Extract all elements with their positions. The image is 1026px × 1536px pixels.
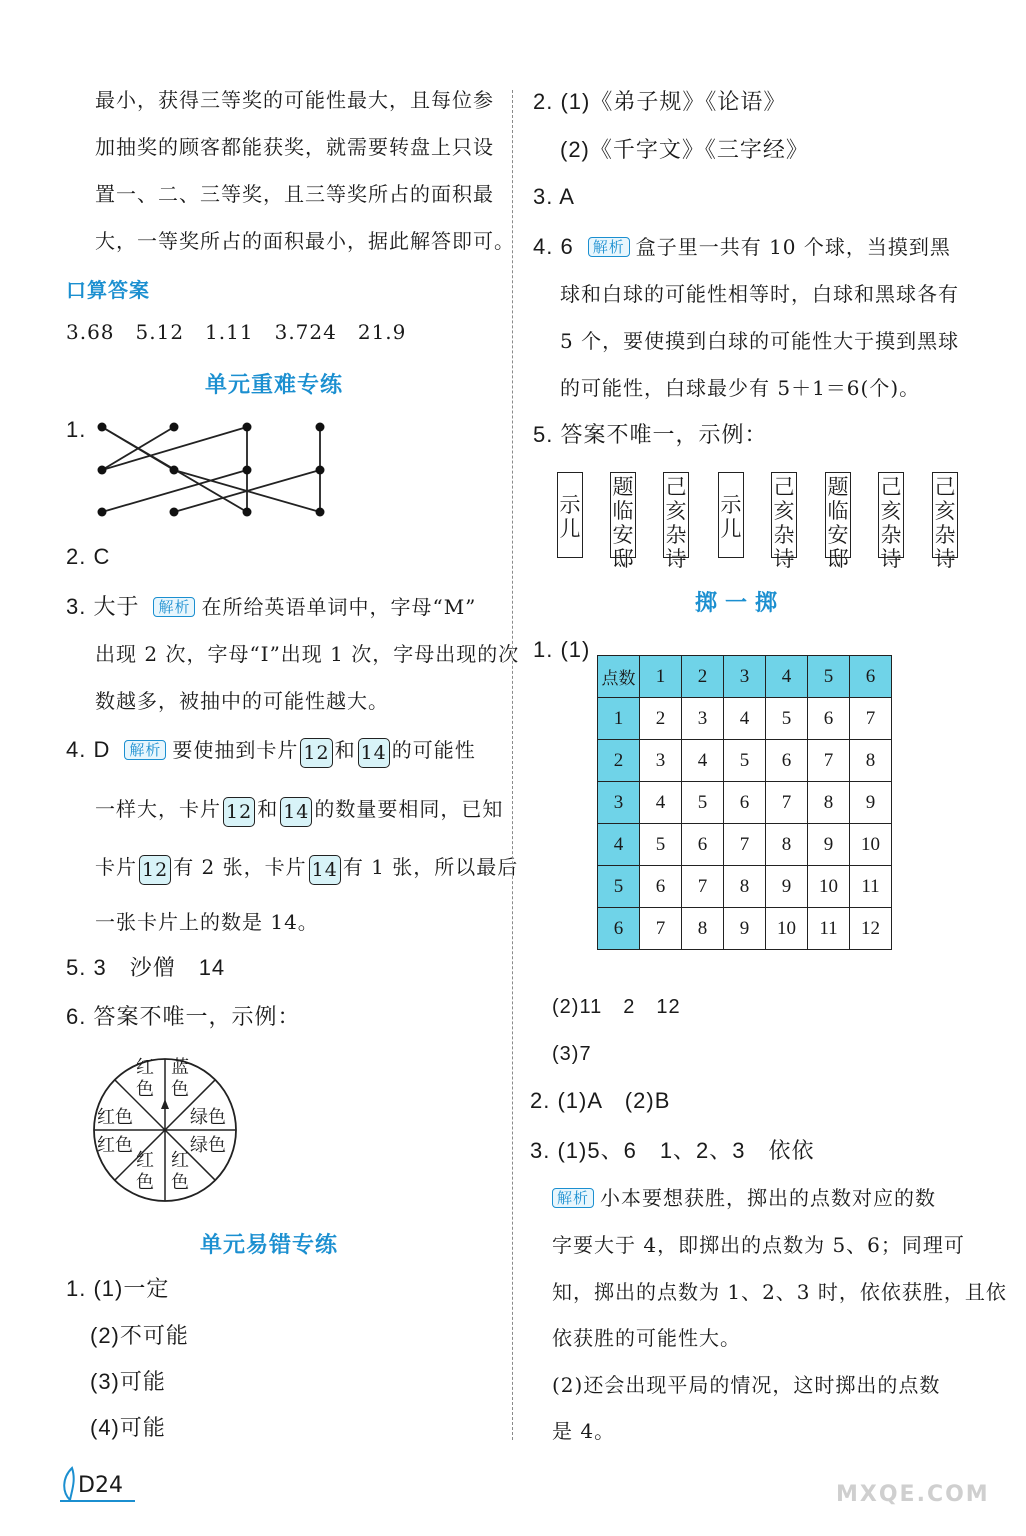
r4-answer: 4. 6 [533,234,574,259]
table-cell: 4 [640,782,682,824]
q3-line-2: 出现 2 次，字母“I”出现 1 次，字母出现的次 [95,642,520,666]
q4-line-1 [66,738,476,768]
analysis-badge: 解析 [552,1188,594,1208]
vertical-card-char: 诗 [773,547,795,571]
table-corner: 点数 [598,656,640,698]
vertical-card-char: 临 [827,499,849,523]
table-cell: 7 [640,908,682,950]
table-row-header: 3 [598,782,640,824]
r4-line-2: 球和白球的可能性相等时，白球和黑球各有 [560,282,959,306]
vertical-card-char: 杂 [934,523,956,547]
q4-text-2: 的可能性 [391,738,476,762]
table-cell: 7 [766,782,808,824]
oral-answers: 3.68 5.12 1.11 3.724 21.9 [66,320,407,344]
vertical-card-char: 示 [559,493,581,517]
q4-l3a: 卡片 [95,855,137,879]
dice-sum-table [597,655,892,950]
table-row-header: 4 [598,824,640,866]
q3-line-3: 数越多，被抽中的可能性越大。 [95,689,389,713]
t3-line-6: 是 4。 [552,1419,616,1443]
vertical-card-char: 安 [827,523,849,547]
vertical-card-char: 邸 [827,547,849,571]
unit-hard-heading: 单元重难专练 [205,373,344,398]
table-cell: 9 [724,908,766,950]
table-col-header: 5 [808,656,850,698]
t3-line-1 [552,1186,936,1210]
vertical-card-char: 杂 [773,523,795,547]
intro-line-2: 加抽奖的顾客都能获奖，就需要转盘上只设 [95,135,494,159]
spinner-label-6: 红色 [136,1150,154,1193]
table-cell: 8 [850,740,892,782]
table-col-header: 6 [850,656,892,698]
vertical-card-char: 己 [665,475,687,499]
table-row [598,866,892,908]
q3-answer: 3. 大于 [66,594,140,619]
table-cell: 6 [640,866,682,908]
table-row-header: 2 [598,740,640,782]
table-cell: 5 [724,740,766,782]
card-12: 12 [139,855,171,885]
vertical-card-char: 己 [773,475,795,499]
vertical-card-char: 题 [827,475,849,499]
table-cell: 5 [682,782,724,824]
r4-line-3: 5 个，要使摸到白球的可能性大于摸到黑球 [560,329,960,353]
r2-line-1: 2. (1)《弟子规》《论语》 [533,89,787,114]
table-col-header: 2 [682,656,724,698]
table-col-header: 4 [766,656,808,698]
page-number: D24 [78,1473,123,1498]
spinner-label-1: 红色 [136,1057,154,1100]
q4-and: 和 [257,797,279,821]
table-col-header: 3 [724,656,766,698]
watermark: MXQE.COM [836,1482,990,1507]
card-12: 12 [223,797,255,827]
vertical-card-8 [932,472,958,571]
throw-heading: 掷一掷 [695,591,786,616]
table-cell: 6 [808,698,850,740]
t2-answer: 2. (1)A (2)B [530,1088,671,1113]
card-14: 14 [358,738,390,768]
table-row-header: 1 [598,698,640,740]
table-cell: 11 [808,908,850,950]
vertical-card-4 [718,472,744,558]
q4-and: 和 [334,738,356,762]
table-cell: 3 [682,698,724,740]
page-number-underline [60,1500,135,1502]
vertical-card-6 [825,472,851,571]
table-row [598,908,892,950]
spinner-label-7: 红色 [97,1135,133,1156]
table-row-header: 5 [598,866,640,908]
table-row [598,782,892,824]
vertical-card-char: 亥 [880,499,902,523]
table-cell: 9 [850,782,892,824]
vertical-card-1 [557,472,583,558]
vertical-card-char: 诗 [880,547,902,571]
vertical-card-char: 示 [720,493,742,517]
spinner-label-2: 蓝色 [171,1057,189,1100]
table-cell: 7 [724,824,766,866]
vertical-card-2 [610,472,636,571]
intro-line-3: 置一、二、三等奖，且三等奖所占的面积最 [95,182,494,206]
table-cell: 6 [682,824,724,866]
table-cell: 7 [682,866,724,908]
table-cell: 2 [640,698,682,740]
vertical-card-char: 邸 [612,547,634,571]
intro-line-4: 大，一等奖所占的面积最小，据此解答即可。 [95,229,515,253]
q4-answer: 4. D [66,737,111,762]
vertical-card-char: 亥 [773,499,795,523]
t3-line-3: 知，掷出的点数为 1、2、3 时，依依获胜，且依 [552,1280,1007,1304]
error-q1: 1. (1)一定 [66,1276,170,1301]
vertical-card-char: 诗 [665,547,687,571]
q4-line-3 [95,855,518,885]
q4-l3b: 有 2 张，卡片 [173,855,307,879]
table-cell: 8 [682,908,724,950]
error-q1-2: (2)不可能 [90,1323,189,1348]
table-cell: 12 [850,908,892,950]
t1-label: 1. (1) [533,637,591,662]
t3-line-2: 字要大于 4，即掷出的点数为 5、6；同理可 [552,1233,965,1257]
table-cell: 6 [724,782,766,824]
vertical-card-char: 诗 [934,547,956,571]
vertical-card-char: 己 [880,475,902,499]
table-cell: 10 [850,824,892,866]
vertical-card-char: 儿 [720,517,742,541]
column-divider [512,90,513,1440]
vertical-card-3 [663,472,689,571]
table-cell: 8 [808,782,850,824]
r3-answer: 3. A [533,184,575,209]
q4-l2a: 一样大，卡片 [95,797,221,821]
r2-line-2: (2)《千字文》《三字经》 [560,137,809,162]
vertical-card-char: 安 [612,523,634,547]
analysis-badge: 解析 [124,740,166,760]
table-cell: 9 [808,824,850,866]
table-header-row [598,656,892,698]
analysis-badge: 解析 [153,597,195,617]
vertical-card-char: 亥 [665,499,687,523]
table-row [598,698,892,740]
q6-answer: 6. 答案不唯一，示例： [66,1004,301,1029]
q1-label: 1. [66,417,87,442]
table-cell: 7 [808,740,850,782]
vertical-card-char: 儿 [559,517,581,541]
table-cell: 5 [640,824,682,866]
t1-2: (2)11 2 12 [552,996,681,1018]
vertical-card-char: 题 [612,475,634,499]
card-14: 14 [280,797,312,827]
table-row [598,824,892,866]
table-cell: 6 [766,740,808,782]
q3-text: 在所给英语单词中，字母“M” [201,595,477,619]
table-cell: 10 [766,908,808,950]
spinner-label-3: 绿色 [190,1107,226,1128]
vertical-card-char: 临 [612,499,634,523]
table-row [598,740,892,782]
table-cell: 7 [850,698,892,740]
table-cell: 8 [766,824,808,866]
t3-line-4: 依获胜的可能性大。 [552,1326,741,1350]
q5-answer: 5. 3 沙僧 14 [66,955,226,980]
r4-line-1 [533,235,951,259]
vertical-card-char: 己 [934,475,956,499]
q4-l3c: 有 1 张，所以最后 [342,855,519,879]
q2-answer: 2. C [66,544,111,569]
t3-line-5: (2)还会出现平局的情况，这时掷出的点数 [552,1373,941,1397]
t3-text: 小本要想获胜，掷出的点数对应的数 [600,1186,937,1210]
card-12: 12 [300,738,332,768]
matching-diagram [90,415,335,525]
card-14: 14 [309,855,341,885]
q4-line-4: 一张卡片上的数是 14。 [95,910,319,934]
q4-text: 要使抽到卡片 [172,738,299,762]
table-cell: 8 [724,866,766,908]
table-cell: 11 [850,866,892,908]
table-cell: 3 [640,740,682,782]
table-cell: 5 [766,698,808,740]
t1-3: (3)7 [552,1043,592,1065]
intro-line-1: 最小，获得三等奖的可能性最大，且每位参 [95,88,494,112]
vertical-card-5 [771,472,797,571]
error-q1-3: (3)可能 [90,1369,166,1394]
spinner-diagram [90,1055,240,1205]
spinner-label-4: 绿色 [190,1135,226,1156]
q4-l2b: 的数量要相同，已知 [314,797,504,821]
vertical-card-char: 亥 [934,499,956,523]
table-cell: 4 [724,698,766,740]
analysis-badge: 解析 [588,237,630,257]
table-cell: 4 [682,740,724,782]
vertical-card-char: 杂 [665,523,687,547]
q4-line-2 [95,797,503,827]
q3-line-1 [66,595,476,619]
table-cell: 10 [808,866,850,908]
spinner-label-5: 红色 [171,1150,189,1193]
table-row-header: 6 [598,908,640,950]
r4-line-4: 的可能性，白球最少有 5＋1＝6(个)。 [560,376,921,400]
oral-answers-heading: 口算答案 [66,278,150,302]
vertical-card-char: 杂 [880,523,902,547]
r4-text: 盒子里一共有 10 个球，当摸到黑 [635,235,951,259]
table-col-header: 1 [640,656,682,698]
table-cell: 9 [766,866,808,908]
spinner-label-8: 红色 [97,1107,133,1128]
t3-answer: 3. (1)5、6 1、2、3 依依 [530,1138,815,1163]
error-q1-4: (4)可能 [90,1415,166,1440]
unit-error-heading: 单元易错专练 [200,1233,339,1258]
vertical-card-7 [878,472,904,571]
r5-answer: 5. 答案不唯一，示例： [533,422,768,447]
